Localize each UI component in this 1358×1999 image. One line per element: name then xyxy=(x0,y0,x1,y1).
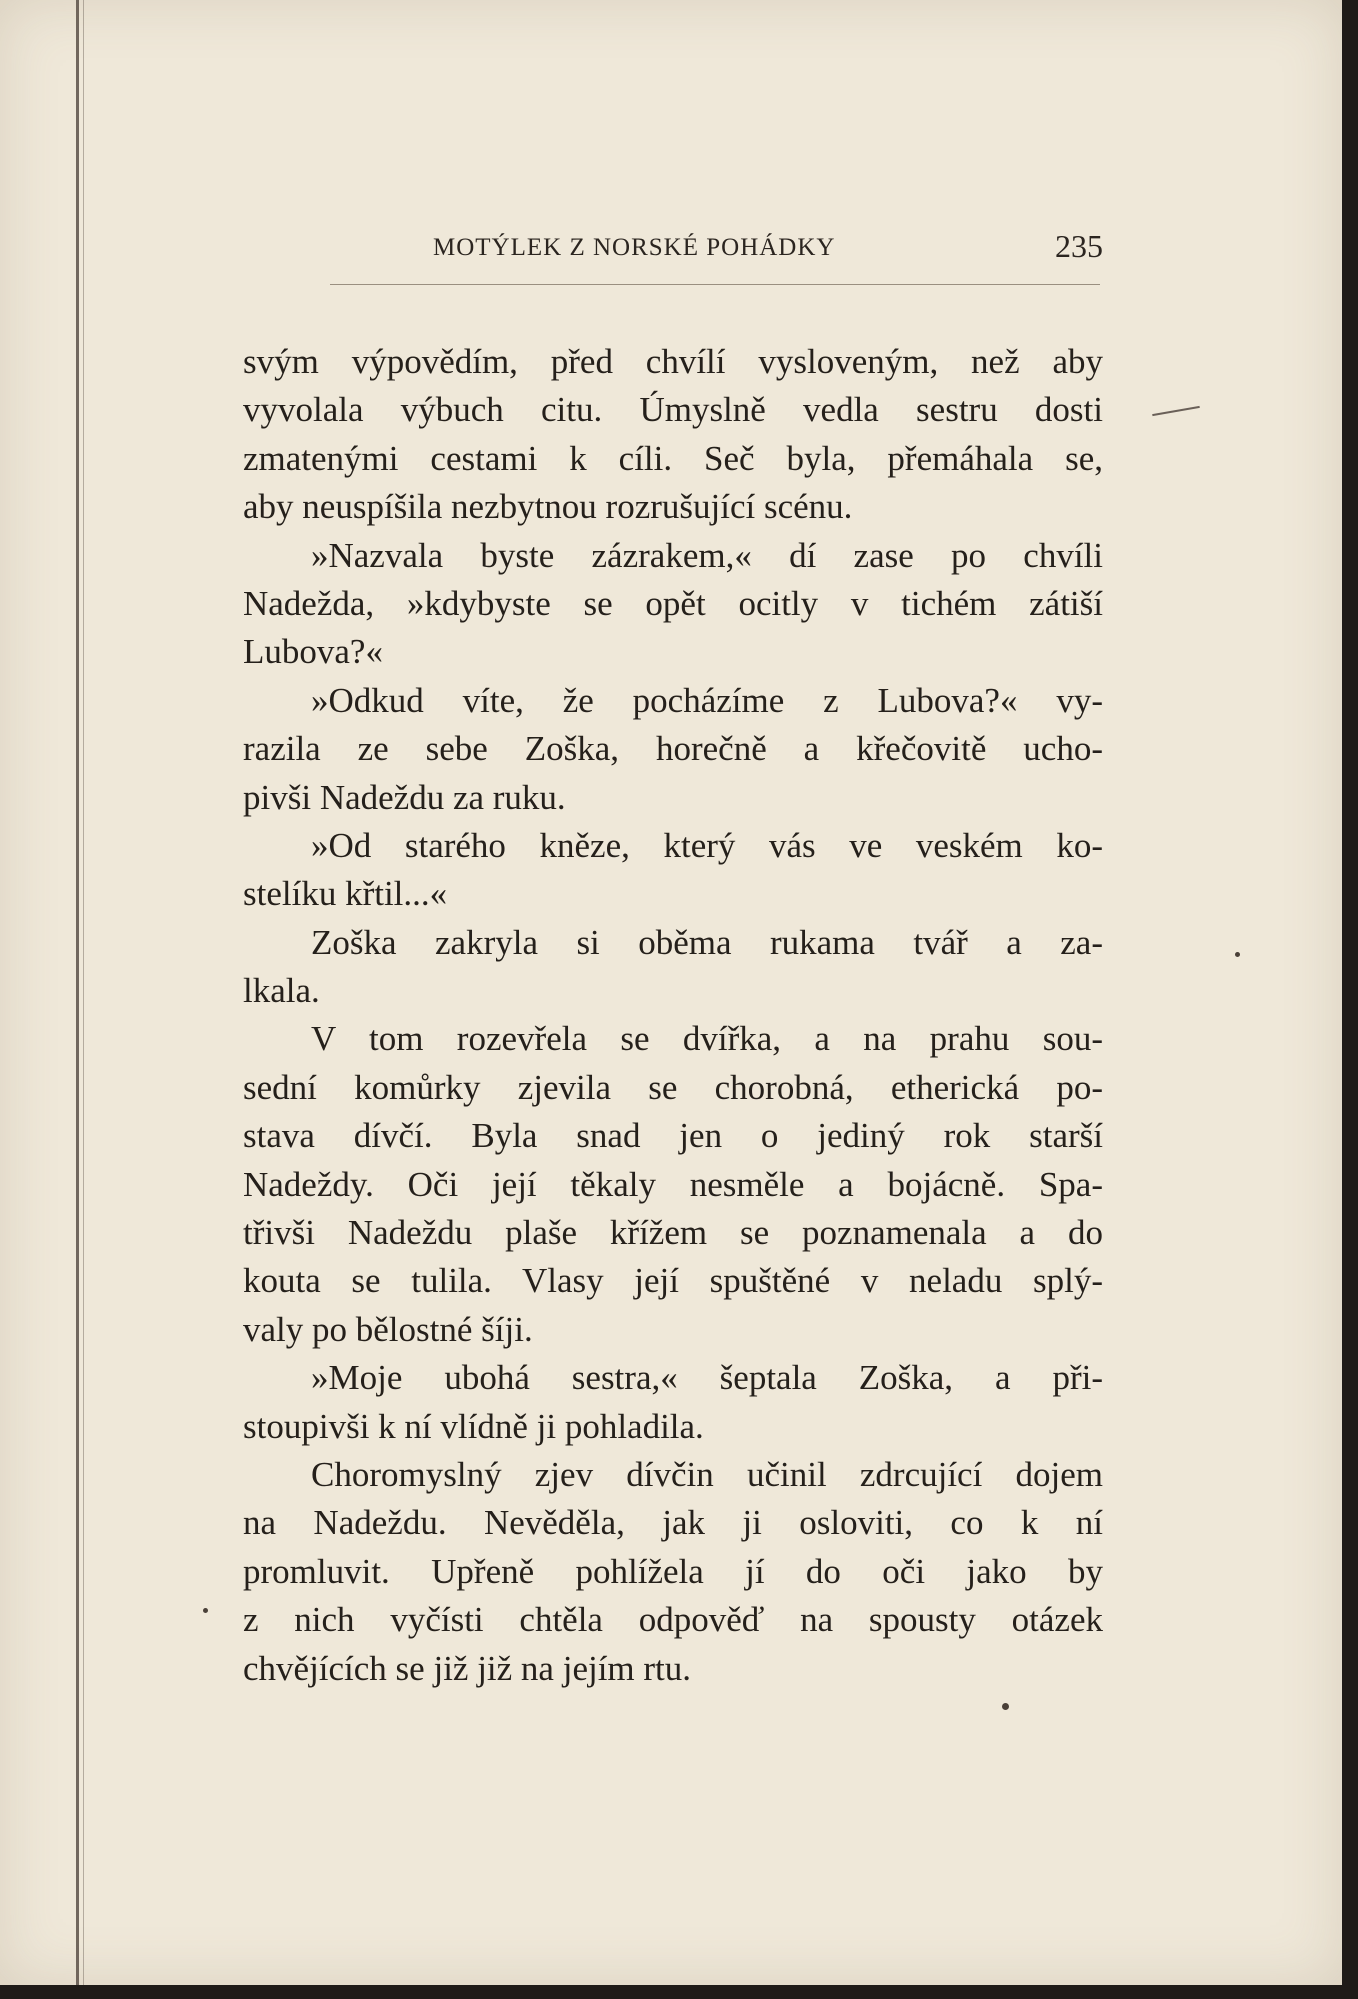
text-line: chvějících se již již na jejím rtu. xyxy=(243,1648,692,1688)
header-rule xyxy=(330,284,1100,285)
page-number: 235 xyxy=(1055,228,1103,264)
text-line: stava dívčí. Byla snad jen o jediný rok starší xyxy=(243,1116,1103,1156)
text-line: stelíku křtil...« xyxy=(243,874,448,914)
text-line: z nich vyčísti chtěla odpověď na spousty otázek xyxy=(243,1600,1103,1640)
text-line: razila ze sebe Zoška, horečně a křečovitě ucho- xyxy=(243,729,1103,769)
text-line: »Odkud víte, že pocházíme z Lubova?« vy- xyxy=(311,680,1103,720)
page-header xyxy=(243,228,1103,268)
text-line: Nadežda, »kdybyste se opět ocitly v tichém zátiší xyxy=(243,583,1103,623)
text-line: »Od starého kněze, který vás ve veském ko- xyxy=(311,825,1103,865)
text-line: lkala. xyxy=(243,971,320,1011)
text-line: V tom rozevřela se dvířka, a na prahu sou- xyxy=(311,1019,1103,1059)
binding-gutter-line-secondary xyxy=(83,0,84,1985)
text-line: vyvolala výbuch citu. Úmyslně vedla sestru dosti xyxy=(243,390,1103,430)
text-line: »Moje ubohá sestra,« šeptala Zoška, a při- xyxy=(311,1358,1103,1398)
text-line: na Nadeždu. Nevěděla, jak ji osloviti, co k ní xyxy=(243,1503,1103,1543)
text-line: Zoška zakryla si oběma rukama tvář a za- xyxy=(311,922,1103,962)
text-line: »Nazvala byste zázrakem,« dí zase po chvíli xyxy=(311,535,1103,575)
ink-speck xyxy=(1002,1703,1009,1710)
text-line: třivši Nadeždu plaše křížem se poznamenala a do xyxy=(243,1213,1103,1253)
running-title: MOTÝLEK Z NORSKÉ POHÁDKY xyxy=(433,234,836,261)
text-line: Nadeždy. Oči její těkaly nesměle a bojácně. Spa- xyxy=(243,1164,1103,1204)
text-line: aby neuspíšila nezbytnou rozrušující scénu. xyxy=(243,487,853,527)
text-line: stoupivši k ní vlídně ji pohladila. xyxy=(243,1406,704,1446)
ink-speck xyxy=(203,1608,208,1613)
binding-gutter-line xyxy=(76,0,79,1985)
text-line: pivši Nadeždu za ruku. xyxy=(243,777,566,817)
text-line: Lubova?« xyxy=(243,632,383,672)
ink-speck xyxy=(1235,952,1240,957)
body-text xyxy=(243,338,1103,1693)
text-line: promluvit. Upřeně pohlížela jí do oči jako by xyxy=(243,1551,1103,1591)
text-line: svým výpovědím, před chvílí vysloveným, než aby xyxy=(243,342,1103,381)
text-line: Choromyslný zjev dívčin učinil zdrcující dojem xyxy=(311,1454,1103,1494)
scan-border-right xyxy=(1342,0,1358,1999)
text-line: valy po bělostné šíji. xyxy=(243,1309,533,1349)
text-line: kouta se tulila. Vlasy její spuštěné v neladu splý- xyxy=(243,1261,1103,1301)
text-line: sední komůrky zjevila se chorobná, etherická po- xyxy=(243,1067,1103,1107)
scan-border-bottom xyxy=(0,1985,1358,1999)
text-line: zmatenými cestami k cíli. Seč byla, přemáhala se, xyxy=(243,438,1103,478)
margin-pencil-mark xyxy=(1152,406,1200,416)
